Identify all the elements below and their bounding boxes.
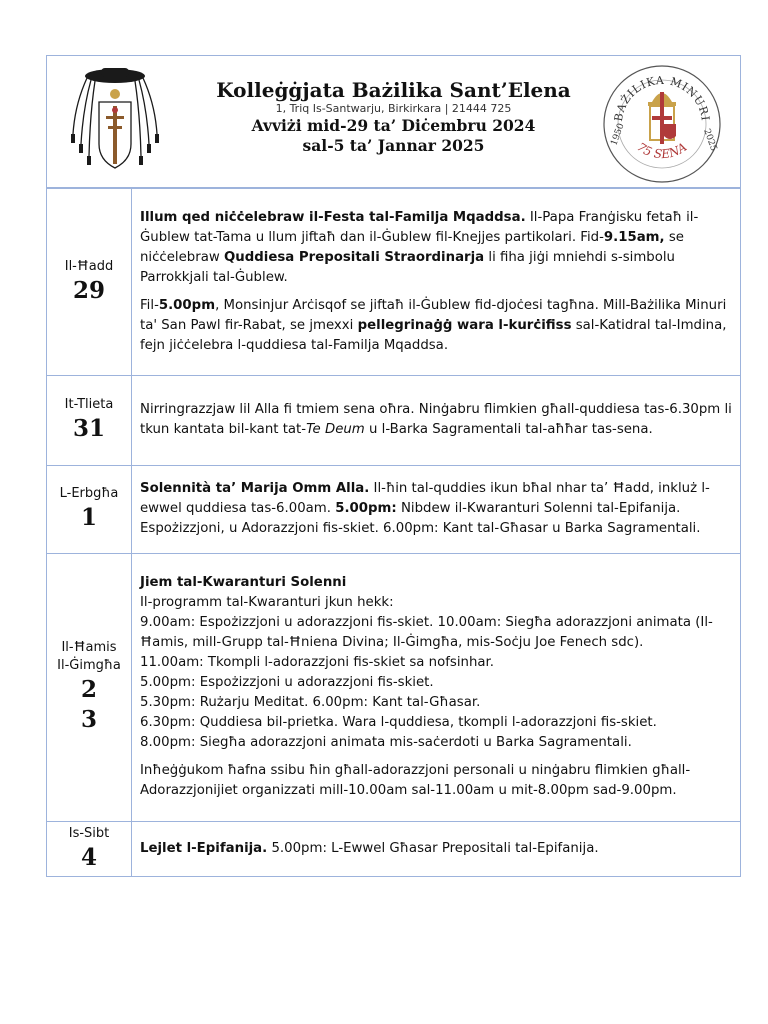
notice-text bbox=[132, 553, 741, 821]
seal-bottom-text: 75 SENA bbox=[634, 139, 690, 162]
seal-right-year: 2025 bbox=[701, 127, 719, 153]
paragraph bbox=[140, 208, 732, 288]
day-name: L-Erbgħa bbox=[59, 486, 119, 501]
text: Il-Papa Franġisku fetaħ il-Ġublew tat-Tama u llum jiftaħ dan il-Ġublew fil-Knejjes partikolari. Fid- bbox=[140, 209, 699, 245]
notice-row-sunday bbox=[47, 189, 740, 375]
seal-left-year: 1950 bbox=[609, 122, 627, 148]
section-heading bbox=[140, 573, 732, 593]
schedule-line: Il-programm tal-Kwaranturi jkun hekk: bbox=[140, 595, 394, 610]
day-number: 29 bbox=[72, 276, 105, 304]
day-number: 1 bbox=[80, 504, 97, 531]
text: 5.00pm: L-Ewwel Għasar Prepositali tal-Epifanija. bbox=[267, 840, 599, 856]
notice-text bbox=[132, 465, 741, 553]
schedule-line: 5.00pm: Espożizzjoni u adorazzjoni fis-skiet. bbox=[140, 675, 434, 690]
day-number: 31 bbox=[72, 415, 105, 442]
schedule-line: 8.00pm: Siegħa adorazzjoni animata mis-saċerdoti u Barka Sagramentali. bbox=[140, 735, 632, 750]
day-cell bbox=[47, 465, 132, 553]
paragraph bbox=[140, 479, 732, 539]
bold-text: 5.00pm bbox=[158, 297, 216, 313]
basilica-75-years-seal-icon bbox=[600, 62, 724, 186]
notice-text bbox=[132, 189, 741, 375]
bold-text: 5.00pm: bbox=[335, 501, 397, 516]
archbishop-coat-of-arms-icon bbox=[65, 64, 165, 179]
schedule-line: 5.30pm: Rużarju Meditat. 6.00pm: Kant tal-Għasar. bbox=[140, 695, 481, 710]
day-name: Is-Sibt bbox=[68, 825, 110, 841]
title-block bbox=[197, 78, 590, 156]
seal-top-text: BAŻILIKA MINURI bbox=[611, 73, 712, 123]
paragraph bbox=[140, 573, 732, 753]
notices-table bbox=[47, 189, 740, 876]
text: li fiha jiġi mniehdi s-simbolu Parrokkjali tal-Ġublew. bbox=[140, 249, 675, 285]
notice-text bbox=[132, 821, 741, 876]
bold-text: Jiem tal-Kwaranturi Solenni bbox=[140, 575, 347, 590]
date-range-line-2: sal-5 ta’ Jannar 2025 bbox=[302, 136, 485, 155]
text: , Monsinjur Arċisqof se jiftaħ il-Ġublew fid-djoċesi tagħna. Mill-Bażilika Minuri ta' San Pawl fir-Rabat, se jmexxi bbox=[140, 297, 727, 333]
day-cell bbox=[47, 821, 132, 876]
day-number: 3 bbox=[80, 706, 97, 733]
parish-address: 1, Triq Is-Santwarju, Birkirkara | 21444 725 bbox=[275, 102, 512, 115]
notice-row-tuesday bbox=[47, 375, 740, 465]
day-name: It-Tlieta bbox=[64, 397, 114, 412]
day-cell bbox=[47, 553, 132, 821]
text: Fil- bbox=[140, 297, 159, 313]
paragraph: Inħeġġukom ħafna ssibu ħin għall-adorazzjoni personali u ninġabru flimkien għall-Adorazzjonijiet organizzati mill-10.00am sal-11.00am u mit-8.00pm sad-9.00pm. bbox=[140, 763, 691, 798]
schedule-line: 9.00am: Espożizzjoni u adorazzjoni fis-skiet. 10.00am: Siegħa adorazzjoni animata (Il-Ħamis, mill-Grupp tal-Ħniena Divina; Il-Ġimgħa, mis-Soċju Joe Fenech sdc). bbox=[140, 615, 713, 650]
bold-text: Lejlet l-Epifanija. bbox=[140, 840, 268, 856]
notice-row-thursday-friday bbox=[47, 553, 740, 821]
notice-text bbox=[132, 375, 741, 465]
day-number: 4 bbox=[80, 843, 97, 871]
schedule-line: 11.00am: Tkompli l-adorazzjoni fis-skiet sa nofsinhar. bbox=[140, 655, 495, 670]
bold-text: 9.15am, bbox=[603, 229, 665, 245]
page-title: Kolleġġjata Bażilika Sant’Elena bbox=[216, 78, 571, 102]
day-number: 2 bbox=[80, 676, 97, 703]
bold-text: Illum qed niċċelebraw il-Festa tal-Familja Mqaddsa. bbox=[140, 209, 526, 225]
text: Nibdew il-Kwaranturi Solenni tal-Epifanija. Espożizzjoni, u Adorazzjoni fis-skiet. 6.00pm: Kant tal-Għasar u Barka Sagramentali. bbox=[140, 501, 701, 536]
day-name: Il-Ħamis bbox=[61, 640, 117, 655]
text: u l-Barka Sagramentali tal-aħħar tas-sena. bbox=[364, 422, 653, 437]
notice-row-saturday bbox=[47, 821, 740, 876]
bold-text: pellegrinaġġ wara l-kurċifiss bbox=[357, 317, 572, 333]
day-cell bbox=[47, 375, 132, 465]
text: se niċċelebraw bbox=[140, 229, 684, 265]
schedule-line: 6.30pm: Quddiesa bil-prietka. Wara l-quddiesa, tkompli l-adorazzjoni fis-skiet. bbox=[140, 715, 657, 730]
header bbox=[47, 56, 740, 189]
bold-text: Solennità ta’ Marija Omm Alla. bbox=[140, 481, 370, 496]
date-range-line-1: Avviżi mid-29 ta’ Diċembru 2024 bbox=[251, 116, 536, 135]
paragraph bbox=[140, 400, 732, 440]
day-name: Il-Ġimgħa bbox=[57, 658, 121, 673]
paragraph bbox=[140, 296, 732, 356]
notice-row-wednesday bbox=[47, 465, 740, 553]
day-cell bbox=[47, 189, 132, 375]
day-name: Il-Ħadd bbox=[64, 258, 114, 274]
text: sal-Katidral tal-Imdina, fejn jiċċelebra l-quddiesa tal-Familja Mqaddsa. bbox=[140, 317, 727, 353]
text: Nirringrazzjaw lil Alla fi tmiem sena oħra. Ninġabru flimkien għall-quddiesa tas-6.30pm li tkun kantata bil-kant tat- bbox=[140, 402, 732, 437]
text: Il-ħin tal-quddies ikun bħal nhar ta’ Ħadd, inkluż l-ewwel quddiesa tas-6.00am. bbox=[140, 481, 710, 516]
bold-text: Quddiesa Prepositali Straordinarja bbox=[223, 249, 485, 265]
notices-sheet bbox=[46, 55, 741, 877]
italic-text: Te Deum bbox=[306, 422, 365, 437]
paragraph bbox=[140, 839, 732, 859]
